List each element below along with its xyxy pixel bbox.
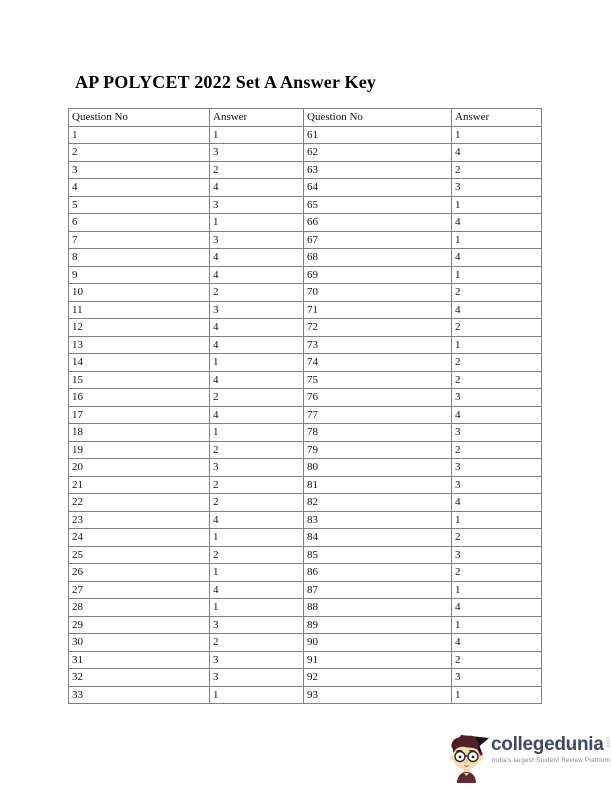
table-cell: 74 (304, 354, 452, 372)
table-cell: 5 (69, 196, 210, 214)
table-cell: 13 (69, 336, 210, 354)
table-cell: 93 (304, 686, 452, 704)
table-cell: 1 (452, 266, 542, 284)
table-cell: 72 (304, 319, 452, 337)
table-row (69, 651, 542, 669)
table-cell: 3 (210, 144, 304, 162)
table-cell: 2 (210, 284, 304, 302)
table-cell: 4 (210, 266, 304, 284)
table-cell: 1 (210, 424, 304, 442)
table-cell: 1 (452, 196, 542, 214)
table-row (69, 529, 542, 547)
table-row (69, 231, 542, 249)
table-cell: 86 (304, 564, 452, 582)
table-cell: 4 (69, 179, 210, 197)
table-cell: 67 (304, 231, 452, 249)
table-cell: 3 (210, 196, 304, 214)
table-cell: 1 (452, 581, 542, 599)
table-cell: 2 (210, 476, 304, 494)
table-cell: 2 (210, 546, 304, 564)
table-row (69, 354, 542, 372)
table-cell: 2 (210, 441, 304, 459)
table-cell: 8 (69, 249, 210, 267)
table-row (69, 406, 542, 424)
column-header: Question No (69, 109, 210, 127)
column-header: Question No (304, 109, 452, 127)
table-cell: 3 (452, 546, 542, 564)
table-cell: 18 (69, 424, 210, 442)
table-cell: 90 (304, 634, 452, 652)
table-cell: 30 (69, 634, 210, 652)
table-cell: 2 (452, 284, 542, 302)
table-cell: 2 (452, 354, 542, 372)
table-cell: 32 (69, 669, 210, 687)
table-cell: 4 (210, 249, 304, 267)
table-cell: 4 (210, 336, 304, 354)
table-cell: 3 (452, 459, 542, 477)
table-row (69, 336, 542, 354)
table-cell: 4 (452, 214, 542, 232)
table-cell: 4 (452, 144, 542, 162)
table-cell: 2 (210, 634, 304, 652)
page-title: AP POLYCET 2022 Set A Answer Key (75, 72, 377, 92)
table-cell: 25 (69, 546, 210, 564)
table-row (69, 616, 542, 634)
table-body (69, 126, 542, 704)
table-cell: 88 (304, 599, 452, 617)
column-header: Answer (452, 109, 542, 127)
table-cell: 65 (304, 196, 452, 214)
table-row (69, 511, 542, 529)
table-cell: 4 (210, 371, 304, 389)
table-row (69, 494, 542, 512)
table-cell: 31 (69, 651, 210, 669)
table-cell: 4 (210, 511, 304, 529)
table-cell: 3 (452, 179, 542, 197)
table-cell: 1 (452, 616, 542, 634)
table-row (69, 599, 542, 617)
table-cell: 2 (452, 161, 542, 179)
table-cell: 63 (304, 161, 452, 179)
table-row (69, 441, 542, 459)
table-cell: 64 (304, 179, 452, 197)
table-cell: 1 (210, 599, 304, 617)
table-cell: 27 (69, 581, 210, 599)
table-cell: 3 (210, 616, 304, 634)
table-cell: 3 (210, 459, 304, 477)
table-cell: 4 (452, 249, 542, 267)
table-cell: 4 (210, 581, 304, 599)
table-row (69, 214, 542, 232)
table-row (69, 581, 542, 599)
table-cell: 14 (69, 354, 210, 372)
table-cell: 1 (452, 336, 542, 354)
table-cell: 69 (304, 266, 452, 284)
table-cell: 83 (304, 511, 452, 529)
table-cell: 3 (69, 161, 210, 179)
table-cell: 6 (69, 214, 210, 232)
table-cell: 81 (304, 476, 452, 494)
table-cell: 61 (304, 126, 452, 144)
table-cell: 1 (452, 231, 542, 249)
table-cell: 2 (452, 441, 542, 459)
table-cell: 1 (210, 686, 304, 704)
table-cell: 85 (304, 546, 452, 564)
table-row (69, 686, 542, 704)
table-row (69, 371, 542, 389)
table-cell: 2 (452, 529, 542, 547)
table-row (69, 249, 542, 267)
brand-text: collegedunia (491, 734, 604, 755)
table-cell: 3 (210, 651, 304, 669)
brand-suffix: com (604, 737, 611, 748)
table-cell: 79 (304, 441, 452, 459)
table-row (69, 301, 542, 319)
table-cell: 3 (452, 389, 542, 407)
table-cell: 91 (304, 651, 452, 669)
table-cell: 2 (210, 389, 304, 407)
table-row (69, 389, 542, 407)
table-cell: 87 (304, 581, 452, 599)
table-cell: 78 (304, 424, 452, 442)
table-cell: 1 (210, 214, 304, 232)
table-row (69, 284, 542, 302)
table-cell: 82 (304, 494, 452, 512)
table-row (69, 669, 542, 687)
table-row (69, 634, 542, 652)
table-cell: 4 (452, 301, 542, 319)
table-cell: 33 (69, 686, 210, 704)
table-cell: 20 (69, 459, 210, 477)
table-cell: 84 (304, 529, 452, 547)
table-row (69, 196, 542, 214)
table-cell: 7 (69, 231, 210, 249)
collegedunia-logo (445, 724, 611, 786)
table-cell: 75 (304, 371, 452, 389)
table-cell: 76 (304, 389, 452, 407)
table-cell: 4 (452, 599, 542, 617)
table-cell: 1 (452, 686, 542, 704)
table-cell: 9 (69, 266, 210, 284)
table-cell: 2 (452, 371, 542, 389)
table-cell: 3 (452, 476, 542, 494)
table-cell: 4 (210, 319, 304, 337)
table-cell: 2 (69, 144, 210, 162)
table-row (69, 266, 542, 284)
table-cell: 2 (210, 161, 304, 179)
table-cell: 62 (304, 144, 452, 162)
table-cell: 24 (69, 529, 210, 547)
table-cell: 2 (452, 319, 542, 337)
table-cell: 3 (210, 231, 304, 249)
table-cell: 12 (69, 319, 210, 337)
table-cell: 66 (304, 214, 452, 232)
table-row (69, 564, 542, 582)
table-cell: 2 (452, 651, 542, 669)
table-cell: 17 (69, 406, 210, 424)
table-cell: 23 (69, 511, 210, 529)
table-row (69, 161, 542, 179)
table-cell: 73 (304, 336, 452, 354)
table-cell: 4 (210, 406, 304, 424)
mascot-icon (445, 726, 492, 784)
answer-key-table (68, 108, 542, 704)
table-cell: 92 (304, 669, 452, 687)
table-row (69, 319, 542, 337)
table-cell: 3 (452, 424, 542, 442)
table-cell: 2 (452, 564, 542, 582)
table-cell: 21 (69, 476, 210, 494)
table-cell: 4 (452, 406, 542, 424)
table-cell: 3 (452, 669, 542, 687)
table-cell: 26 (69, 564, 210, 582)
table-cell: 4 (452, 634, 542, 652)
table-row (69, 144, 542, 162)
table-cell: 4 (452, 494, 542, 512)
table-cell: 68 (304, 249, 452, 267)
table-cell: 1 (452, 511, 542, 529)
table-cell: 15 (69, 371, 210, 389)
table-cell: 22 (69, 494, 210, 512)
column-header: Answer (210, 109, 304, 127)
table-cell: 19 (69, 441, 210, 459)
table-row (69, 424, 542, 442)
table-cell: 77 (304, 406, 452, 424)
brand-tagline: India's largest Student Review Platform (492, 758, 611, 764)
table-cell: 1 (210, 564, 304, 582)
table-cell: 11 (69, 301, 210, 319)
table-cell: 10 (69, 284, 210, 302)
table-cell: 2 (210, 494, 304, 512)
table-cell: 16 (69, 389, 210, 407)
table-cell: 1 (210, 529, 304, 547)
table-cell: 1 (69, 126, 210, 144)
table-cell: 71 (304, 301, 452, 319)
table-cell: 70 (304, 284, 452, 302)
header-row (69, 109, 542, 127)
table-cell: 1 (452, 126, 542, 144)
table-row (69, 179, 542, 197)
table-cell: 29 (69, 616, 210, 634)
table-cell: 4 (210, 179, 304, 197)
table-cell: 3 (210, 669, 304, 687)
table-row (69, 546, 542, 564)
table-row (69, 126, 542, 144)
table-cell: 3 (210, 301, 304, 319)
table-cell: 1 (210, 126, 304, 144)
table-row (69, 476, 542, 494)
table-row (69, 459, 542, 477)
table-cell: 28 (69, 599, 210, 617)
table-cell: 1 (210, 354, 304, 372)
table-cell: 89 (304, 616, 452, 634)
table-cell: 80 (304, 459, 452, 477)
